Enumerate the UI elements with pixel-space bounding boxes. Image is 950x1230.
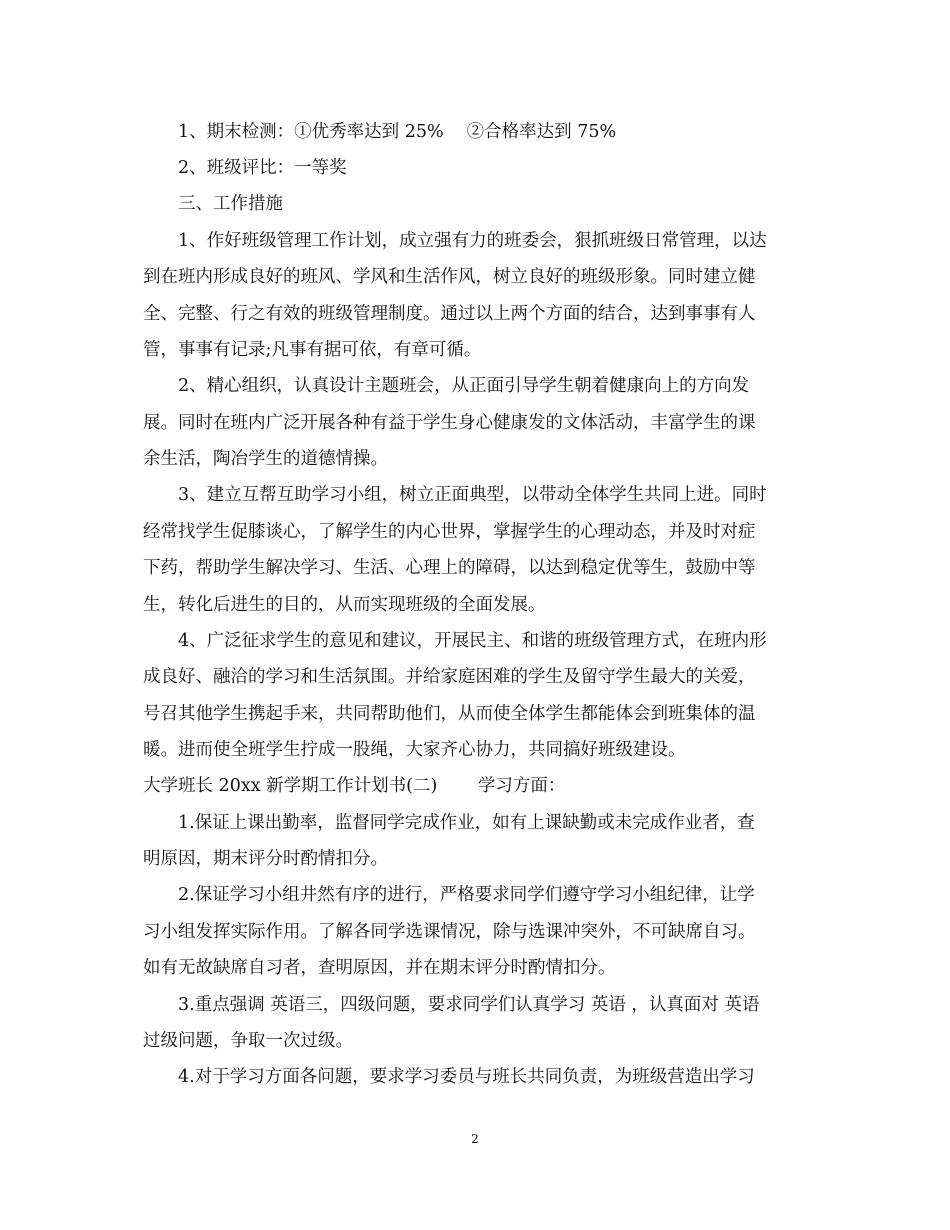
text-line-1: 1、期末检测：①优秀率达到 25% ②合格率达到 75%	[178, 122, 617, 142]
text-line-21: 明原因，期末评分时酌情扣分。	[143, 849, 388, 869]
text-line-20: 1.保证上课出勤率，监督同学完成作业，如有上课缺勤或未完成作业者，查	[178, 813, 755, 833]
text-line-16: 成良好、融洽的学习和生活氛围。并给家庭困难的学生及留守学生最大的关爱，	[143, 667, 756, 687]
text-line-26: 过级问题，争取一次过级。	[143, 1031, 353, 1051]
text-line-27: 4.对于学习方面各问题，要求学习委员与班长共同负责，为班级营造出学习	[178, 1067, 755, 1087]
text-line-8: 2、精心组织，认真设计主题班会，从正面引导学生朝着健康向上的方向发	[178, 376, 750, 396]
text-line-25: 3.重点强调 英语三，四级问题，要求同学们认真学习 英语 ，认真面对 英语	[178, 995, 760, 1015]
text-line-22: 2.保证学习小组井然有序的进行，严格要求同学们遵守学习小组纪律，让学	[178, 885, 755, 905]
text-line-24: 如有无故缺席自习者，查明原因，并在期末评分时酌情扣分。	[143, 958, 616, 978]
text-line-10: 余生活，陶冶学生的道德情操。	[143, 449, 388, 469]
text-line-23: 习小组发挥实际作用。了解各同学选课情况，除与选课冲突外，不可缺席自习。	[143, 922, 756, 942]
text-line-15: 4、广泛征求学生的意见和建议，开展民主、和谐的班级管理方式，在班内形	[178, 631, 767, 651]
text-line-13: 下药，帮助学生解决学习、生活、心理上的障碍，以达到稳定优等生，鼓励中等	[143, 558, 756, 578]
text-line-18: 暖。进而使全班学生拧成一股绳，大家齐心协力，共同搞好班级建设。	[143, 740, 686, 760]
subtitle-line: 大学班长 20xx 新学期工作计划书(二) 学习方面：	[143, 776, 566, 796]
text-line-9: 展。同时在班内广泛开展各种有益于学生身心健康发的文体活动，丰富学生的课	[143, 413, 756, 433]
text-line-17: 号召其他学生携起手来，共同帮助他们，从而使全体学生都能体会到班集体的温	[143, 704, 756, 724]
text-line-11: 3、建立互帮互助学习小组，树立正面典型，以带动全体学生共同上进。同时	[178, 485, 767, 505]
text-line-14: 生，转化后进生的目的，从而实现班级的全面发展。	[143, 595, 546, 615]
text-line-7: 管，事事有记录;凡事有据可依，有章可循。	[143, 340, 482, 360]
text-line-2: 2、班级评比：一等奖	[178, 158, 347, 178]
text-line-6: 全、完整、行之有效的班级管理制度。通过以上两个方面的结合，达到事事有人	[143, 304, 756, 324]
text-line-5: 到在班内形成良好的班风、学风和生活作风，树立良好的班级形象。同时建立健	[143, 267, 756, 287]
text-line-4: 1、作好班级管理工作计划，成立强有力的班委会，狠抓班级日常管理，以达	[178, 231, 767, 251]
section-heading: 三、工作措施	[178, 194, 283, 214]
text-line-12: 经常找学生促膝谈心，了解学生的内心世界，掌握学生的心理动态，并及时对症	[143, 522, 756, 542]
page-number: 2	[471, 1132, 479, 1146]
